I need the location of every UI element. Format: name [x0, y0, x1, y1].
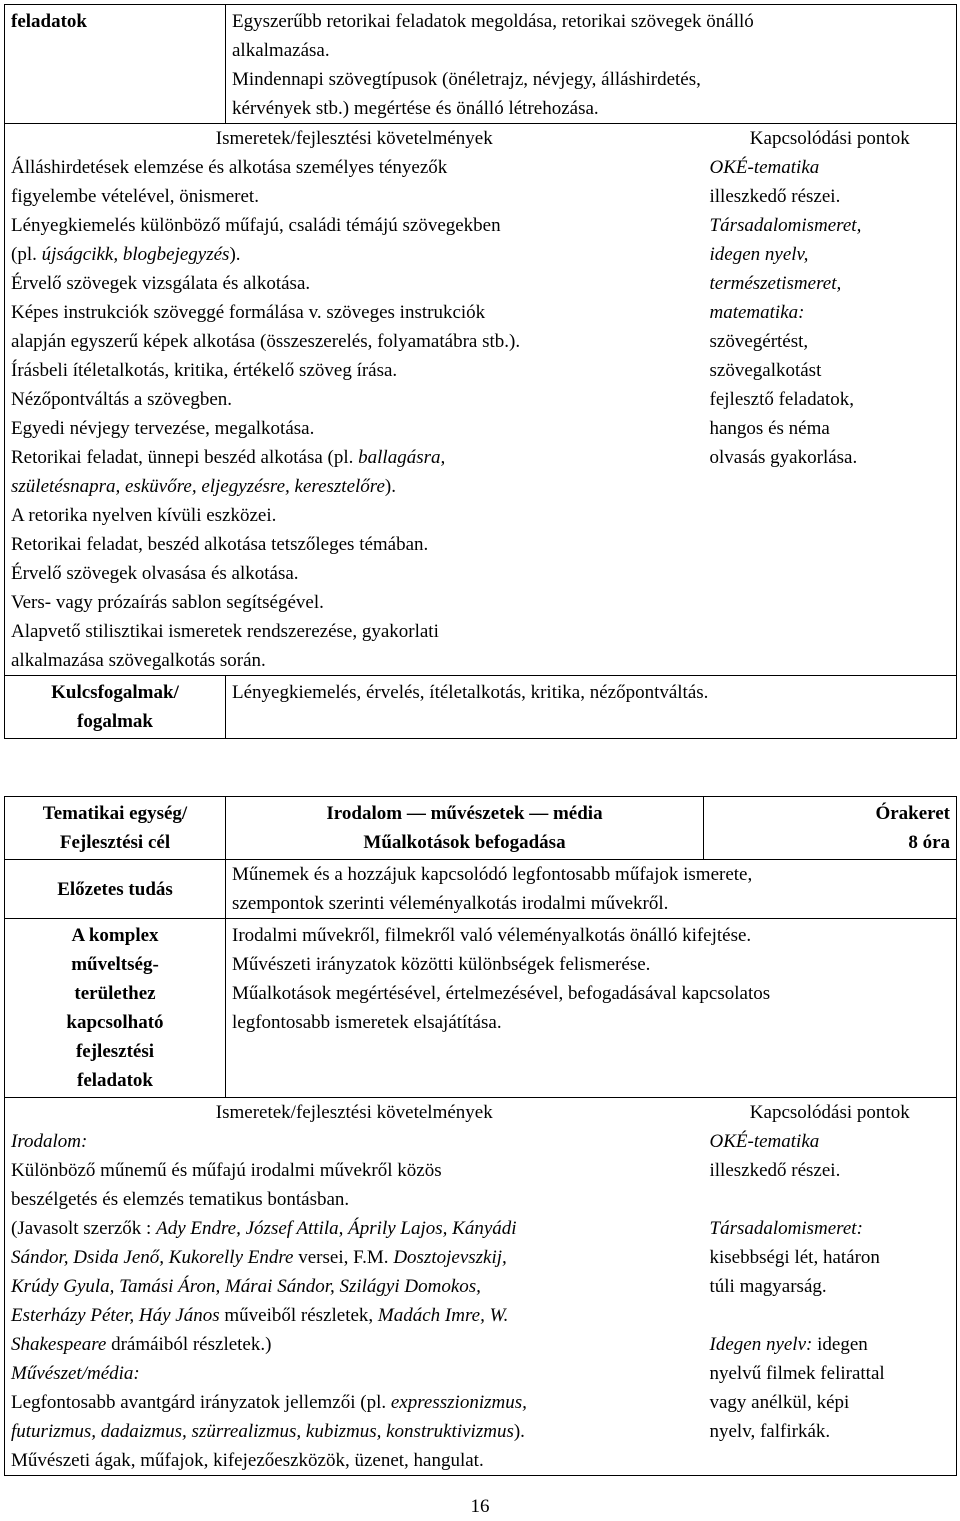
text-fragment: Dosztojevszkij,: [393, 1247, 507, 1268]
tematikai-title-cell: [226, 797, 704, 860]
content-line: Művészet/média:: [11, 1363, 140, 1384]
elozetes-line: Műnemek és a hozzájuk kapcsolódó legfontosabb műfajok ismerete,: [232, 864, 753, 885]
content-line: [11, 240, 698, 269]
link-line: nyelvű filmek felirattal: [709, 1363, 885, 1384]
komplex-line: Műalkotások megértésével, értelmezésével, befogadásával kapcsolatos: [232, 983, 771, 1004]
content-line: Lényegkiemelés különböző műfajú, családi témájú szövegekben: [11, 215, 501, 236]
content-line: Alapvető stilisztikai ismeretek rendszerezése, gyakorlati: [11, 621, 439, 642]
kulcsfogalmak-row: [5, 676, 957, 739]
elozetes-line: szempontok szerinti véleményalkotás irodalmi művekről.: [232, 893, 669, 914]
komplex-label-cell: [5, 919, 226, 1098]
text-fragment: (Javasolt szerzők :: [11, 1218, 157, 1239]
content-line: Retorikai feladat, beszéd alkotása tetszőleges témában.: [11, 534, 429, 555]
feladatok-label-cell: [5, 5, 226, 124]
ismeretek-content: [5, 1127, 704, 1476]
orakeret-cell: [704, 797, 957, 860]
text-fragment: Retorikai feladat, ünnepi beszéd alkotása (pl.: [11, 447, 359, 468]
text-fragment: ).: [513, 1421, 525, 1442]
content-line: [11, 472, 698, 501]
komplex-line: legfontosabb ismeretek elsajátítása.: [232, 1012, 502, 1033]
kulcsfogalmak-label-cell: [5, 676, 226, 739]
feladatok-line: Mindennapi szövegtípusok (önéletrajz, névjegy, álláshirdetés,: [232, 69, 701, 90]
content-line: Érvelő szövegek vizsgálata és alkotása.: [11, 273, 311, 294]
komplex-row: [5, 919, 957, 1098]
ismeretek-content: [5, 153, 704, 676]
content-line: alkalmazása szövegalkotás során.: [11, 650, 266, 671]
tematikai-subtitle: Műalkotások befogadása: [363, 832, 566, 853]
content-line: [11, 1388, 698, 1417]
text-fragment: Sándor, Dsida Jenő, Kukorelly Endre: [11, 1247, 294, 1268]
orakeret-value: 8 óra: [908, 832, 950, 853]
komplex-label: műveltség-: [71, 954, 159, 975]
content-line: [11, 1301, 698, 1330]
content-line: Krúdy Gyula, Tamási Áron, Márai Sándor, Szilágyi Domokos,: [11, 1276, 481, 1297]
text-fragment: ).: [229, 244, 241, 265]
content-line: figyelembe vételével, önismeret.: [11, 186, 259, 207]
content-line: Érvelő szövegek olvasása és alkotása.: [11, 563, 299, 584]
orakeret-label: Órakeret: [875, 803, 950, 824]
text-fragment: Ady Endre, József Attila, Áprily Lajos, Kányádi: [156, 1218, 517, 1239]
content-line: Képes instrukciók szöveggé formálása v. szöveges instrukciók: [11, 302, 486, 323]
text-fragment: Madách Imre, W.: [377, 1305, 509, 1326]
content-row: [5, 153, 957, 676]
content-line: Írásbeli ítéletalkotás, kritika, értékelő szöveg írása.: [11, 360, 398, 381]
content-line: A retorika nyelven kívüli eszközei.: [11, 505, 277, 526]
text-fragment: újságcikk, blogbejegyzés: [41, 244, 230, 265]
ismeretek-header: Ismeretek/fejlesztési követelmények: [5, 124, 704, 154]
link-line: hangos és néma: [709, 418, 830, 439]
link-line: kisebbségi lét, határon: [709, 1247, 880, 1268]
tematikai-row: [5, 797, 957, 860]
content-line: Nézőpontváltás a szövegben.: [11, 389, 233, 410]
text-fragment: Idegen nyelv:: [709, 1334, 813, 1355]
text-fragment: ballagásra,: [358, 447, 446, 468]
content-line: [11, 1417, 698, 1446]
tematikai-label: Tematikai egység/: [42, 803, 188, 824]
spacer: [710, 1185, 951, 1214]
komplex-line: Művészeti irányzatok közötti különbségek felismerése.: [232, 954, 651, 975]
spacer: [710, 1301, 951, 1330]
kapcsolodasi-content: [704, 153, 957, 676]
feladatok-row: [5, 5, 957, 124]
link-line: OKÉ-tematika: [709, 1131, 820, 1152]
link-line: OKÉ-tematika: [709, 157, 820, 178]
text-fragment: futurizmus, dadaizmus, szürrealizmus, kubizmus, konstruktivizmus: [11, 1421, 514, 1442]
elozetes-row: [5, 860, 957, 919]
content-line: Vers- vagy prózaírás sablon segítségével.: [11, 592, 324, 613]
text-fragment: (pl.: [11, 244, 42, 265]
link-line: illeszkedő részei.: [709, 1160, 841, 1181]
komplex-text-cell: [226, 919, 957, 1098]
text-fragment: expresszionizmus,: [390, 1392, 527, 1413]
text-fragment: ).: [384, 476, 396, 497]
link-line: Társadalomismeret,: [709, 215, 862, 236]
komplex-label: fejlesztési: [75, 1041, 155, 1062]
text-fragment: Esterházy Péter, Háy János: [11, 1305, 220, 1326]
feladatok-label: feladatok: [11, 11, 87, 32]
content-line: Irodalom:: [11, 1131, 88, 1152]
tematikai-title: Irodalom — művészetek — média: [326, 803, 603, 824]
link-line: matematika:: [709, 302, 805, 323]
feladatok-text-cell: [226, 5, 957, 124]
text-fragment: születésnapra, esküvőre, eljegyzésre, keresztelőre: [11, 476, 385, 497]
link-line: szövegalkotást: [709, 360, 822, 381]
content-line: [11, 1243, 698, 1272]
content-line: [11, 1330, 698, 1359]
komplex-label: területhez: [74, 983, 156, 1004]
content-line: alapján egyszerű képek alkotása (összeszerelés, folyamatábra stb.).: [11, 331, 521, 352]
kulcsfogalmak-label: Kulcsfogalmak/: [51, 682, 179, 703]
link-line: olvasás gyakorlása.: [709, 447, 858, 468]
link-line: szövegértést,: [709, 331, 809, 352]
header-row: [5, 1098, 957, 1128]
komplex-label: kapcsolható: [66, 1012, 164, 1033]
link-line: Társadalomismeret:: [709, 1218, 863, 1239]
feladatok-line: Egyszerűbb retorikai feladatok megoldása, retorikai szövegek önálló: [232, 11, 754, 32]
komplex-label: feladatok: [77, 1070, 153, 1091]
text-fragment: idegen: [812, 1334, 868, 1355]
kulcsfogalmak-text: Lényegkiemelés, érvelés, ítéletalkotás, kritika, nézőpontváltás.: [226, 676, 957, 739]
link-line: illeszkedő részei.: [709, 186, 841, 207]
text-fragment: versei, F.M.: [293, 1247, 394, 1268]
link-line: [710, 1330, 951, 1359]
link-line: túli magyarság.: [709, 1276, 827, 1297]
feladatok-line: kérvények stb.) megértése és önálló létrehozása.: [232, 98, 599, 119]
link-line: természetismeret,: [709, 273, 842, 294]
tematikai-label: Fejlesztési cél: [59, 832, 171, 853]
kapcsolodasi-content: [704, 1127, 957, 1476]
elozetes-text-cell: [226, 860, 957, 919]
link-line: idegen nyelv,: [709, 244, 809, 265]
ismeretek-header: Ismeretek/fejlesztési követelmények: [5, 1098, 704, 1128]
link-line: fejlesztő feladatok,: [709, 389, 855, 410]
elozetes-label: Előzetes tudás: [5, 860, 226, 919]
requirements-table-2: [4, 796, 957, 1476]
tematikai-label-cell: [5, 797, 226, 860]
text-fragment: Shakespeare: [11, 1334, 107, 1355]
content-line: Különböző műnemű és műfajú irodalmi művekről közös: [11, 1160, 442, 1181]
link-line: nyelv, falfirkák.: [709, 1421, 831, 1442]
content-line: [11, 443, 698, 472]
content-line: beszélgetés és elemzés tematikus bontásban.: [11, 1189, 350, 1210]
content-row: [5, 1127, 957, 1476]
content-line: [11, 1214, 698, 1243]
content-line: Álláshirdetések elemzése és alkotása személyes tényezők: [11, 157, 448, 178]
content-line: Művészeti ágak, műfajok, kifejezőeszközök, üzenet, hangulat.: [11, 1450, 484, 1471]
kulcsfogalmak-label: fogalmak: [77, 711, 153, 732]
feladatok-line: alkalmazása.: [232, 40, 330, 61]
kapcsolodasi-header: Kapcsolódási pontok: [704, 1098, 957, 1128]
text-fragment: drámáiból részletek.): [106, 1334, 272, 1355]
komplex-label: A komplex: [71, 925, 159, 946]
kapcsolodasi-header: Kapcsolódási pontok: [704, 124, 957, 154]
header-row: [5, 124, 957, 154]
content-line: Egyedi névjegy tervezése, megalkotása.: [11, 418, 315, 439]
text-fragment: műveiből részletek,: [219, 1305, 378, 1326]
link-line: vagy anélkül, képi: [709, 1392, 850, 1413]
komplex-line: Irodalmi művekről, filmekről való véleményalkotás önálló kifejtése.: [232, 925, 752, 946]
requirements-table-1: [4, 4, 957, 739]
page-number: 16: [470, 1496, 490, 1517]
text-fragment: Legfontosabb avantgárd irányzatok jellemzői (pl.: [11, 1392, 391, 1413]
